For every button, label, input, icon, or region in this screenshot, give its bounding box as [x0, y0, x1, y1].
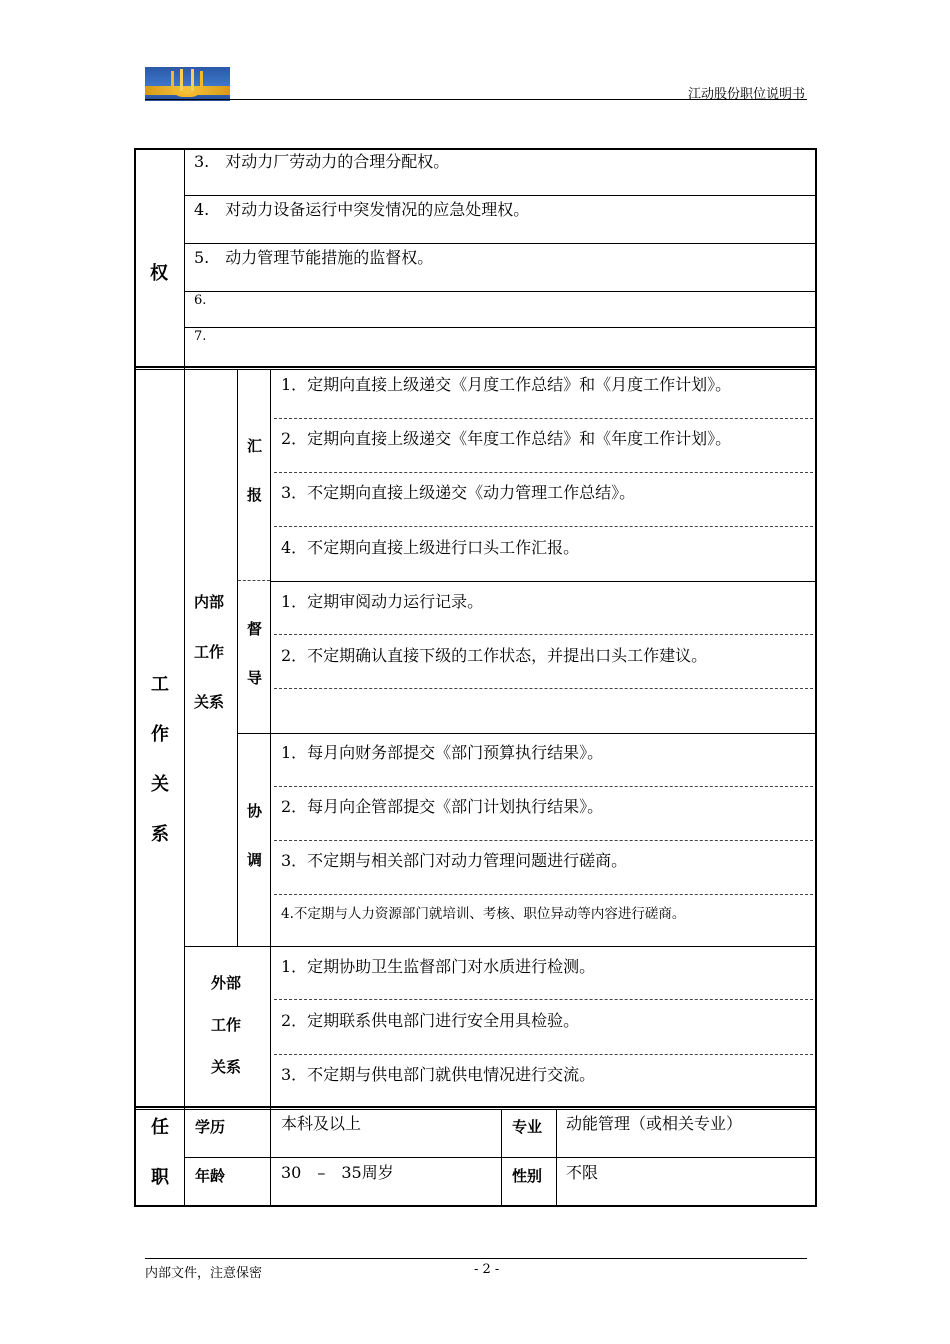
authority-item-5: 5. 动力管理节能措施的监督权。 — [194, 248, 434, 267]
gender-value: 不限 — [566, 1163, 599, 1182]
col-line-5 — [556, 1109, 557, 1207]
header-divider — [145, 99, 807, 100]
external-item-1: 1．定期协助卫生监督部门对水质进行检测。 — [281, 957, 596, 976]
section-divider-authority — [134, 366, 817, 368]
external-label-1: 外部 — [211, 974, 242, 992]
footer-divider — [145, 1258, 807, 1259]
coordinate-item-4: 4.不定期与人力资源部门就培训、考核、职位异动等内容进行磋商。 — [281, 906, 686, 922]
external-item-2: 2．定期联系供电部门进行安全用具检验。 — [281, 1011, 580, 1030]
age-value: 30 – 35周岁 — [281, 1163, 394, 1182]
education-value: 本科及以上 — [281, 1114, 362, 1133]
supervise-item-2: 2．不定期确认直接下级的工作状态，并提出口头工作建议。 — [281, 646, 708, 665]
internal-label-1: 内部 — [194, 593, 225, 611]
header-title: 江动股份职位说明书 — [687, 87, 805, 102]
coordinate-label-1: 协 — [247, 802, 263, 820]
education-label: 学历 — [195, 1118, 226, 1136]
internal-label-2: 工作 — [194, 643, 225, 661]
supervise-label-2: 导 — [247, 669, 263, 687]
major-value: 动能管理（或相关专业） — [566, 1114, 743, 1133]
col-line-3 — [270, 369, 271, 1207]
supervise-label-1: 督 — [247, 620, 263, 638]
age-label: 年龄 — [195, 1167, 226, 1185]
gender-label: 性别 — [512, 1167, 543, 1185]
coordinate-label-2: 调 — [247, 851, 263, 869]
report-item-4: 4．不定期向直接上级进行口头工作汇报。 — [281, 538, 580, 557]
coordinate-item-3: 3．不定期与相关部门对动力管理问题进行磋商。 — [281, 851, 628, 870]
authority-item-6: 6. — [194, 293, 207, 308]
qualification-label-2: 职 — [151, 1167, 169, 1188]
external-item-3: 3．不定期与供电部门就供电情况进行交流。 — [281, 1065, 596, 1084]
qualification-label-1: 任 — [151, 1117, 169, 1138]
col-line-2 — [237, 369, 238, 946]
report-item-1: 1．定期向直接上级递交《月度工作总结》和《月度工作计划》。 — [281, 375, 732, 394]
authority-item-4: 4. 对动力设备运行中突发情况的应急处理权。 — [194, 200, 530, 219]
external-label-3: 关系 — [211, 1058, 242, 1076]
page-number: - 2 - — [474, 1262, 500, 1277]
internal-label-3: 关系 — [194, 693, 225, 711]
coordinate-item-1: 1．每月向财务部提交《部门预算执行结果》。 — [281, 743, 604, 762]
work-relations-label-4: 系 — [151, 824, 169, 845]
section-divider-qualification — [134, 1106, 817, 1108]
major-label: 专业 — [512, 1118, 543, 1136]
authority-label: 权 — [150, 263, 168, 284]
col-line-1 — [184, 148, 185, 1207]
report-label-1: 汇 — [247, 437, 263, 455]
report-item-3: 3．不定期向直接上级递交《动力管理工作总结》。 — [281, 483, 636, 502]
col-line-4 — [501, 1109, 502, 1207]
coordinate-item-2: 2．每月向企管部提交《部门计划执行结果》。 — [281, 797, 604, 816]
company-logo — [145, 67, 230, 101]
authority-item-3: 3. 对动力厂劳动力的合理分配权。 — [194, 152, 450, 171]
footer-note: 内部文件，注意保密 — [145, 1266, 263, 1281]
external-label-2: 工作 — [211, 1016, 242, 1034]
work-relations-label-3: 关 — [151, 774, 169, 795]
report-item-2: 2．定期向直接上级递交《年度工作总结》和《年度工作计划》。 — [281, 429, 732, 448]
work-relations-label-2: 作 — [151, 724, 169, 745]
report-label-2: 报 — [247, 486, 263, 504]
supervise-item-1: 1．定期审阅动力运行记录。 — [281, 592, 484, 611]
work-relations-label-1: 工 — [151, 674, 169, 695]
authority-item-7: 7. — [194, 329, 207, 344]
